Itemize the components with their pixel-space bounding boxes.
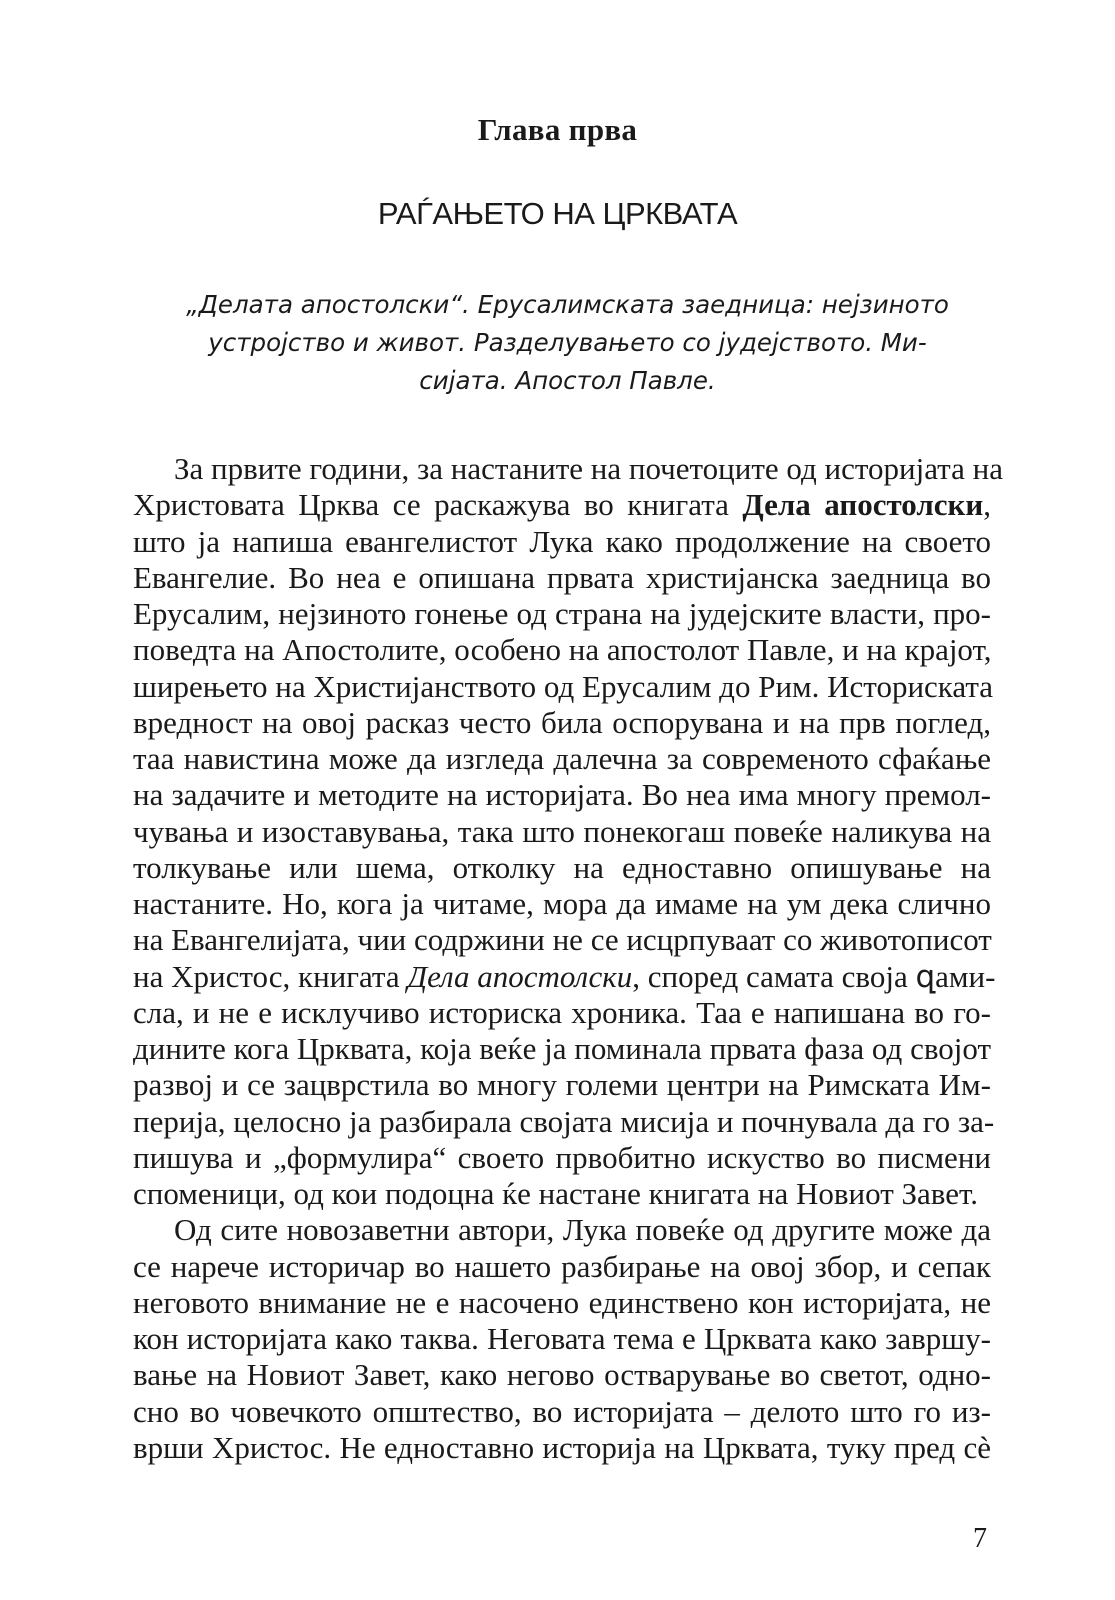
text-line: ширењето на Христијанството од Ерусалим до Рим. Историската <box>133 668 994 704</box>
text-line: кон историјата како таква. Неговата тема е Црквата како завршу- <box>133 1321 991 1356</box>
text-line: на Евангелијата, чии содржини не се исцрпуваат со животописот <box>133 922 992 958</box>
text-run: на Христос, книгата <box>133 958 408 994</box>
text-run: , според самата своја զами- <box>632 958 996 994</box>
text-line <box>133 487 991 523</box>
paragraph-1 <box>133 451 1003 1212</box>
chapter-title: РАЃАЊЕТО НА ЦРКВАТА <box>377 196 738 231</box>
text-line: За првите години, за настаните на почетоците од историјата на <box>174 451 1003 486</box>
chapter-label: Глава прва <box>477 112 638 147</box>
text-line: Евангелие. Во неа е опишана првата христијанска заедница во <box>133 559 991 595</box>
text-line: се нарече историчар во нашето разбирање на овој збор, и сепак <box>133 1248 991 1284</box>
text-line: дините кога Црквата, која веќе ја поминала првата фаза од својот <box>133 1031 991 1066</box>
summary-line: „Делата апостолски“. Ерусалимската заедница: нејзиното <box>186 290 949 319</box>
text-run: Христовата Црква се раскажува во книгата <box>133 487 743 523</box>
chapter-summary <box>150 286 985 400</box>
text-line: Ерусалим, нејзиното гонење од страна на јудејските власти, про- <box>133 596 991 631</box>
text-line: пишува и „формулира“ своето првобитно искуство во писмени <box>133 1139 991 1175</box>
text-line: што ја напиша евангелистот Лука како продолжение на своето <box>133 523 991 559</box>
text-line: споменици, од кои подоцна ќе настане книгата на Новиот Завет. <box>133 1176 978 1211</box>
text-line: врши Христос. Не едноставно историја на Црквата, туку пред сѐ <box>133 1429 991 1465</box>
text-line: неговото внимание не е насочено единствено кон историјата, не <box>133 1284 991 1320</box>
text-line: развој и се зацврстила во многу големи центри на Римската Им- <box>133 1067 991 1103</box>
summary-line: устројство и живот. Разделувањето со јудејството. Ми- <box>208 328 927 357</box>
text-line: сно во човечкото општество, во историјата – делото што го из- <box>133 1393 991 1429</box>
text-line: вање на Новиот Завет, како негово остварување во светот, одно- <box>133 1357 991 1393</box>
text-line: вредност на овој расказ често била оспорувана и на прв поглед, <box>133 704 991 740</box>
summary-line: сијата. Апостол Павле. <box>419 366 716 395</box>
paragraph-2 <box>133 1212 991 1466</box>
text-line: таа навистина може да изгледа далечна за современото сфаќање <box>133 741 991 776</box>
text-line: на задачите и методите на историјата. Во неа има многу премол- <box>133 777 991 813</box>
text-line: настаните. Но, кога ја читаме, мора да имаме на ум дека слично <box>133 886 991 921</box>
text-line: толкување или шема, отколку на едноставно опишување на <box>133 849 991 885</box>
page-number: 7 <box>973 1523 987 1554</box>
text-run: , <box>983 487 991 523</box>
text-line: чувања и изоставувања, така што понекогаш повеќе наликува на <box>133 813 991 849</box>
text-line: Од сите новозаветни автори, Лука повеќе од другите може да <box>174 1212 991 1248</box>
book-title-bold: Дела апостолски <box>742 487 984 523</box>
text-line: перија, целосно ја разбирала својата мисија и почнувала да го за- <box>133 1103 995 1139</box>
body-text <box>133 451 1003 1466</box>
text-line: сла, и не е исклучиво историска хроника. Таа е напишана во го- <box>133 994 991 1030</box>
text-line: поведта на Апостолите, особено на апостолот Павле, и на крајот, <box>133 632 992 668</box>
text-line <box>133 958 996 995</box>
book-title-italic: Дела апостолски <box>407 958 633 994</box>
